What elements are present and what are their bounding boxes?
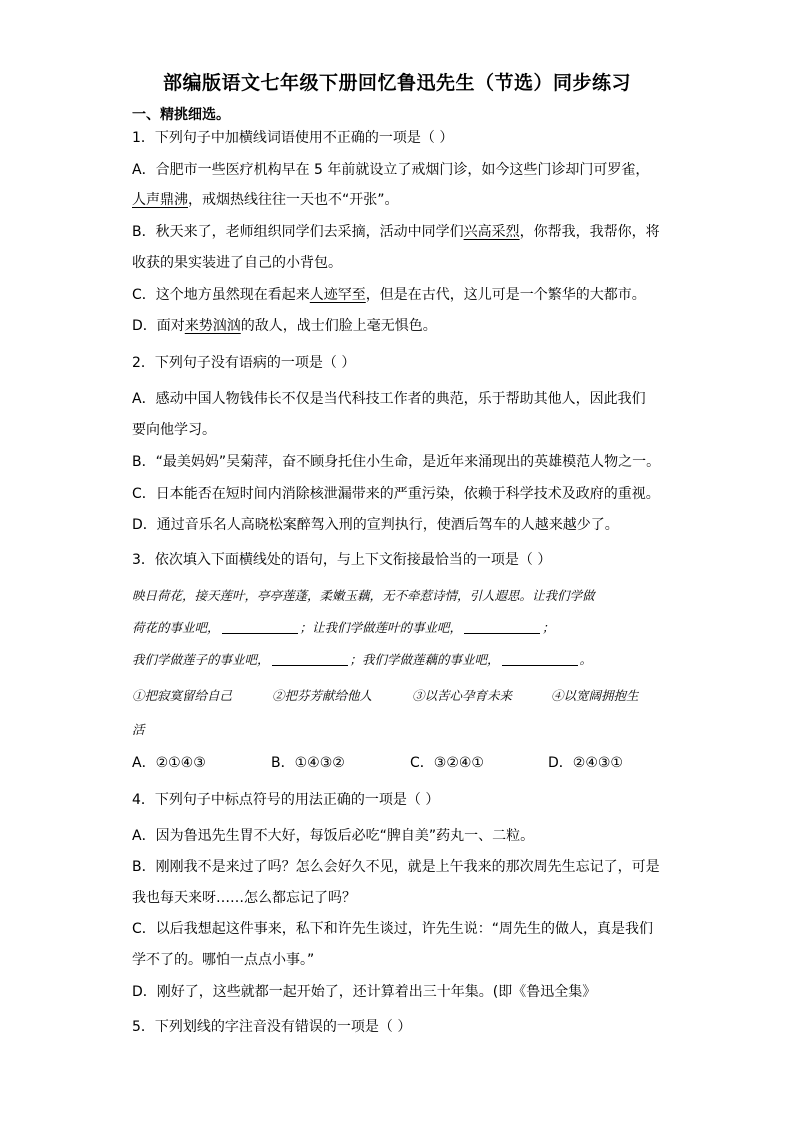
q4-option-b-cont: 我也每天来呀……怎么都忘记了吗？ bbox=[132, 890, 356, 906]
q3-passage-text: 荷花的事业吧， bbox=[132, 620, 220, 635]
q1-option-c-underlined: 人迹罕至 bbox=[309, 287, 366, 303]
q1-option-b bbox=[132, 222, 660, 242]
q1-option-b-text: B．秋天来了，老师组织同学们去采摘，活动中同学们 bbox=[132, 224, 464, 240]
q1-option-d-underlined: 来势汹汹 bbox=[184, 318, 241, 334]
q3-option-c: C．③②④① bbox=[410, 755, 484, 771]
q1-option-a bbox=[132, 160, 649, 180]
q3-stem: 3．依次填入下面横线处的语句，与上下文衔接最恰当的一项是（ ） bbox=[132, 552, 552, 568]
q1-option-b-text-end: ，你帮我，我帮你，将 bbox=[519, 224, 660, 240]
q1-option-d-text: D．面对 bbox=[132, 318, 185, 334]
q1-option-d-text-end: 的敌人，战士们脸上毫无惧色。 bbox=[240, 318, 437, 334]
q3-blank-4 bbox=[502, 651, 578, 666]
q1-stem: 1．下列句子中加横线词语使用不正确的一项是（ ） bbox=[132, 130, 454, 146]
q3-passage-text: 。 bbox=[579, 652, 593, 667]
q3-option-a: A．②①④③ bbox=[132, 755, 206, 771]
q1-option-b-underlined: 兴高采烈 bbox=[463, 224, 520, 240]
q2-option-c: C．日本能否在短时间内消除核泄漏带来的严重污染，依赖于科学技术及政府的重视。 bbox=[132, 486, 660, 502]
q3-choice-1: ①把寂寞留给自己 bbox=[132, 688, 233, 703]
q3-blank-1 bbox=[222, 619, 298, 634]
q3-option-b: B．①④③② bbox=[271, 755, 345, 771]
q3-choice-2: ②把芬芳献给他人 bbox=[272, 688, 373, 703]
q1-option-a-text-end: ，戒烟热线往往一天也不“开张”。 bbox=[188, 192, 399, 208]
q1-option-a-cont bbox=[132, 190, 399, 210]
q3-passage-line-3 bbox=[132, 650, 592, 670]
page-title: 部编版语文七年级下册回忆鲁迅先生（节选）同步练习 bbox=[162, 72, 631, 94]
q2-option-d: D．通过音乐名人高晓松案醉驾入刑的宣判执行，使酒后驾车的人越来越少了。 bbox=[132, 517, 619, 533]
q1-option-a-underlined: 人声鼎沸 bbox=[132, 192, 188, 208]
q1-option-d bbox=[132, 316, 437, 336]
q1-option-c-text-end: ，但是在古代，这儿可是一个繁华的大都市。 bbox=[365, 287, 646, 303]
q4-option-a: A．因为鲁迅先生胃不大好，每饭后必吃“脾自美”药丸一、二粒。 bbox=[132, 828, 535, 844]
q1-option-a-text: A．合肥市一些医疗机构早在 5 年前就设立了戒烟门诊，如今这些门诊却门可罗雀， bbox=[132, 162, 650, 178]
q4-option-c-cont: 学不了的。哪怕一点点小事。” bbox=[132, 952, 315, 968]
q4-option-c: C．以后我想起这件事来，私下和许先生谈过，许先生说：“周先生的做人，真是我们 bbox=[132, 921, 654, 937]
q2-option-a-cont: 要向他学习。 bbox=[132, 422, 216, 438]
q2-stem: 2．下列句子没有语病的一项是（ ） bbox=[132, 355, 356, 371]
q2-option-b: B．“最美妈妈”吴菊萍，奋不顾身托住小生命，是近年来涌现出的英雄模范人物之一。 bbox=[132, 454, 661, 470]
q3-passage-text: 我们学做莲子的事业吧， bbox=[132, 652, 270, 667]
q1-option-c-text: C．这个地方虽然现在看起来 bbox=[132, 287, 310, 303]
q3-passage-text: ； bbox=[542, 620, 555, 635]
q3-choice-3: ③以苦心孕育未来 bbox=[412, 688, 513, 703]
q3-passage-text: ；让我们学做莲叶的事业吧， bbox=[299, 620, 463, 635]
q3-passage-line-1: 映日荷花，接天莲叶，亭亭莲蓬，柔嫩玉藕，无不牵惹诗情，引人遐思。让我们学做 bbox=[132, 588, 595, 603]
q3-option-d: D．②④③① bbox=[548, 755, 623, 771]
q3-passage-line-2 bbox=[132, 618, 555, 638]
q5-stem: 5．下列划线的字注音没有错误的一项是（ ） bbox=[132, 1019, 412, 1035]
q3-choice-4: ④以宽阔拥抱生 bbox=[551, 688, 639, 703]
q3-choice-4-cont: 活 bbox=[132, 722, 145, 737]
q1-option-b-cont: 收获的果实装进了自己的小背包。 bbox=[132, 255, 342, 271]
q3-blank-2 bbox=[464, 619, 540, 634]
q4-option-b: B．刚刚我不是来过了吗？怎么会好久不见，就是上午我来的那次周先生忘记了，可是 bbox=[132, 859, 660, 875]
q2-option-a: A．感动中国人物钱伟长不仅是当代科技工作者的典范，乐于帮助其他人，因此我们 bbox=[132, 391, 646, 407]
q1-option-c bbox=[132, 285, 646, 305]
q4-option-d: D．刚好了，这些就都一起开始了，还计算着出三十年集。(即《鲁迅全集》 bbox=[132, 984, 597, 1000]
q4-stem: 4．下列句子中标点符号的用法正确的一项是（ ） bbox=[132, 792, 440, 808]
section-heading: 一、精挑细选。 bbox=[132, 107, 230, 123]
q3-passage-text: ；我们学做莲藕的事业吧， bbox=[349, 652, 500, 667]
q3-blank-3 bbox=[272, 651, 348, 666]
